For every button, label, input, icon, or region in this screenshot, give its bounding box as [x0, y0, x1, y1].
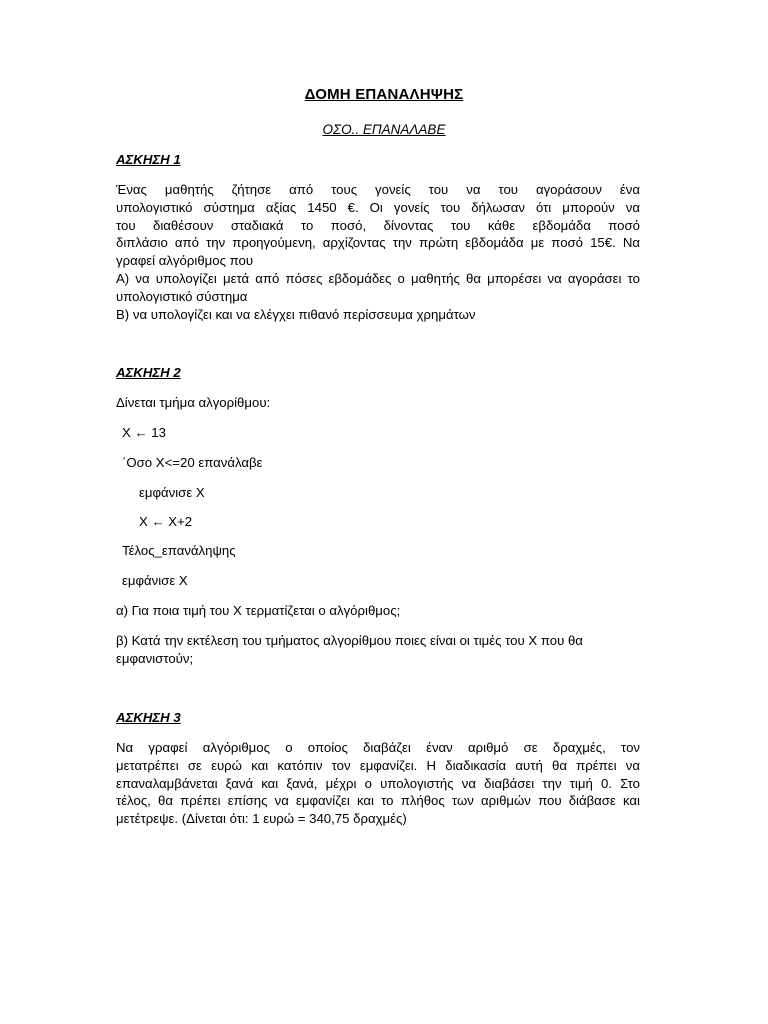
exercise-3-heading: ΑΣΚΗΣΗ 3: [116, 710, 181, 725]
exercise-1-line: Α) να υπολογίζει μετά από πόσες εβδομάδες ο μαθητής θα μπορέσει να αγοράσει το: [116, 270, 640, 286]
exercise-1-line: του διαθέσουν σταδιακά το ποσό, δίνοντας του κάθε εβδομάδα ποσό: [116, 217, 640, 233]
code-line: ΄Οσο Χ<=20 επανάλαβε: [122, 455, 263, 470]
exercise-1-line: Ένας μαθητής ζήτησε από τους γονείς του να του αγοράσουν ένα: [116, 182, 640, 197]
exercise-1-line: Β) να υπολογίζει και να ελέγχει πιθανό περίσσευμα χρημάτων: [116, 306, 476, 322]
exercise-1-line: υπολογιστικό σύστημα αξίας 1450 €. Οι γονείς του δήλωσαν ότι μπορούν να: [116, 199, 640, 215]
exercise-1-line: διπλάσιο από την προηγούμενη, αρχίζοντας την πρώτη εβδομάδα με ποσό 15€. Να: [116, 235, 640, 251]
exercise-3-line: Να γραφεί αλγόριθμος ο οποίος διαβάζει έναν αριθμό σε δραχμές, τον: [116, 740, 640, 755]
exercise-2-question-a: α) Για ποια τιμή του Χ τερματίζεται ο αλγόριθμος;: [116, 603, 401, 618]
exercise-3-line: τέλος, θα πρέπει επίσης να εμφανίζει και το πλήθος των αριθμών που διάβασε και: [116, 793, 640, 809]
exercise-2-heading: ΑΣΚΗΣΗ 2: [116, 365, 181, 380]
code-line: Χ ← 13: [122, 425, 166, 440]
exercise-2-question-b: β) Κατά την εκτέλεση του τμήματος αλγορίθμου ποιες είναι οι τιμές του Χ που θα: [116, 633, 583, 648]
code-line: Χ ← Χ+2: [139, 514, 193, 529]
code-line: εμφάνισε Χ: [122, 573, 188, 588]
exercise-1-line: γραφεί αλγόριθμος που: [116, 253, 254, 269]
code-line: εμφάνισε Χ: [139, 485, 205, 500]
exercise-3-line: μετατρέπει σε ευρώ και κατόπιν τον εμφανίζει. Η διαδικασία αυτή θα πρέπει να: [116, 757, 640, 773]
exercise-3-line: μετέτρεψε. (Δίνεται ότι: 1 ευρώ = 340,75 δραχμές): [116, 811, 407, 827]
exercise-1-text: [116, 181, 640, 323]
page-title: ΔΟΜΗ ΕΠΑΝΑΛΗΨΗΣ: [304, 86, 464, 103]
exercise-1-line: υπολογιστικό σύστημα: [116, 288, 248, 304]
page-subtitle: ΟΣΟ.. ΕΠΑΝΑΛΑΒΕ: [322, 122, 446, 137]
exercise-2-intro: Δίνεται τμήμα αλγορίθμου:: [116, 395, 271, 410]
exercise-3-line: επαναλαμβάνεται ξανά και ξανά, μέχρι ο υπολογιστής να διαβάσει την τιμή 0. Στο: [116, 775, 640, 791]
exercise-1-heading: ΑΣΚΗΣΗ 1: [116, 152, 181, 167]
exercise-2-question-b-cont: εμφανιστούν;: [116, 651, 194, 666]
code-line: Τέλος_επανάληψης: [122, 543, 236, 558]
exercise-3-text: [116, 739, 640, 828]
